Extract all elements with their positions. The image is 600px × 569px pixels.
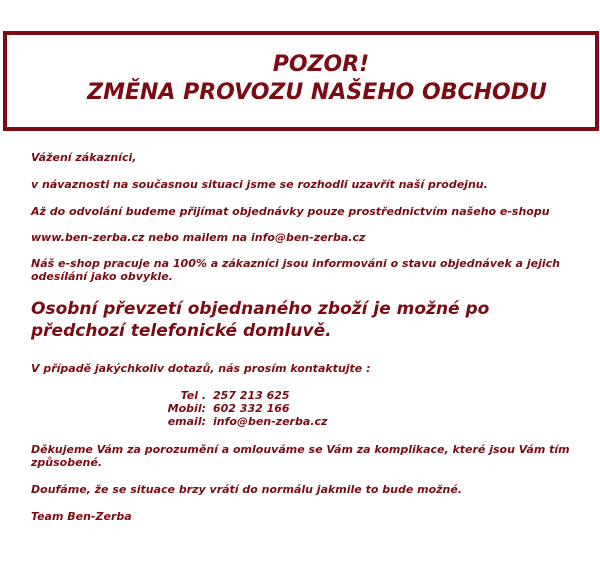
contact-details bbox=[126, 389, 426, 431]
paragraph-eshop-status: Náš e-shop pracuje na 100% a zákazníci jsou informováni o stavu objednávek a jejich odesílání jako obvykle. bbox=[31, 257, 560, 283]
tel-value: 257 213 625 bbox=[213, 389, 290, 402]
contact-intro: V případě jakýchkoliv dotazů, nás prosím kontaktujte : bbox=[31, 362, 371, 375]
notice-title: POZOR! bbox=[272, 52, 370, 77]
email-label: email: bbox=[167, 415, 206, 428]
paragraph-closure: v návaznosti na současnou situaci jsme se rozhodli uzavřít naší prodejnu. bbox=[31, 178, 488, 191]
notice-subtitle: ZMĚNA PROVOZU NAŠEHO OBCHODU bbox=[87, 80, 547, 105]
paragraph-orders: Až do odvolání budeme přijímat objednávky pouze prostřednictvím našeho e-shopu bbox=[31, 205, 550, 218]
paragraph-web-mail: www.ben-zerba.cz nebo mailem na info@ben-zerba.cz bbox=[31, 231, 366, 244]
email-value: info@ben-zerba.cz bbox=[213, 415, 328, 428]
mobil-label: Mobil: bbox=[167, 402, 206, 415]
greeting: Vážení zákazníci, bbox=[31, 151, 137, 164]
paragraph-hope: Doufáme, že se situace brzy vrátí do normálu jakmile to bude možné. bbox=[31, 483, 463, 496]
notice-banner bbox=[3, 31, 599, 131]
signature: Team Ben-Zerba bbox=[31, 510, 132, 523]
paragraph-thanks: Děkujeme Vám za porozumění a omlouváme se Vám za komplikace, které jsou Vám tím způsobené. bbox=[31, 443, 570, 469]
mobil-value: 602 332 166 bbox=[213, 402, 290, 415]
tel-label: Tel . bbox=[180, 389, 206, 402]
highlight-pickup: Osobní převzetí objednaného zboží je možné po předchozí telefonické domluvě. bbox=[31, 299, 490, 341]
